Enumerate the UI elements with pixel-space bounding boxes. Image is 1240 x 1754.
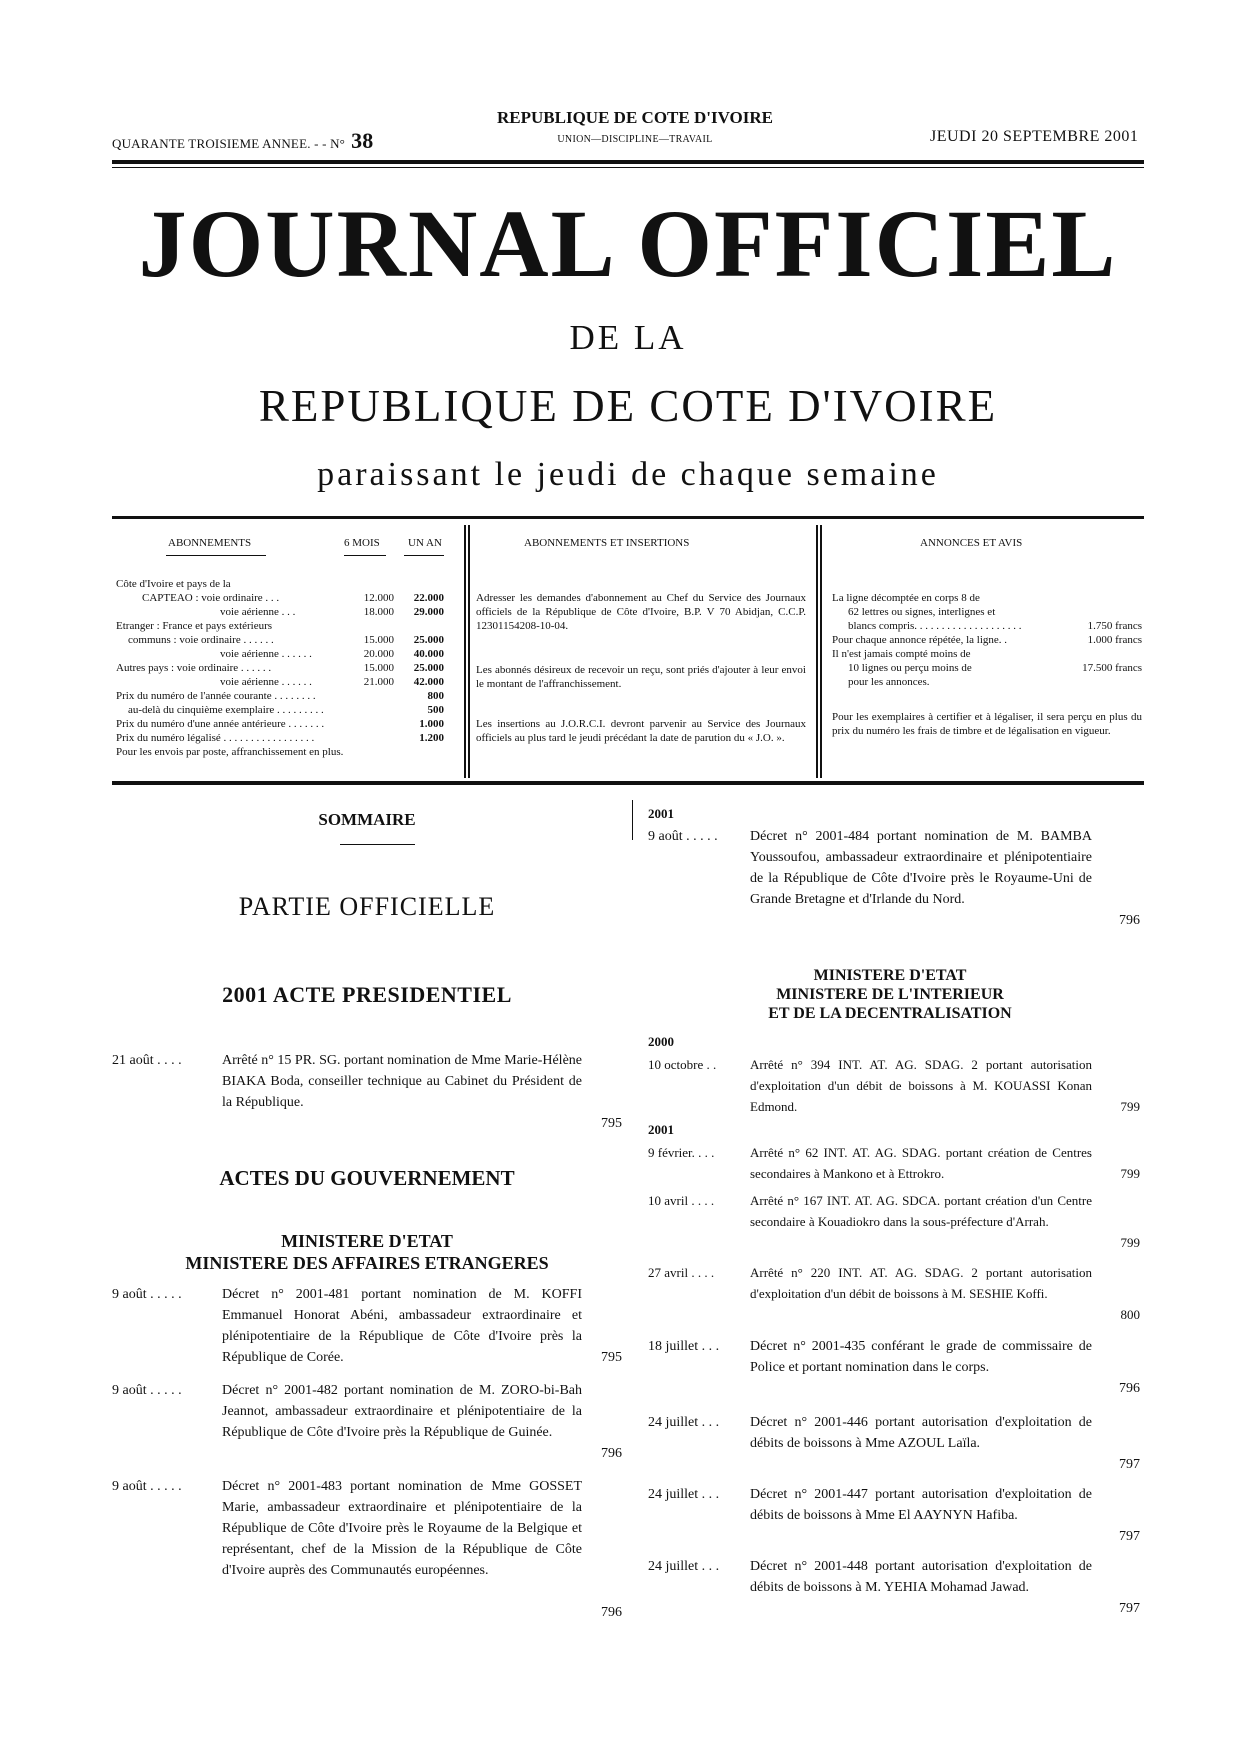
sommaire-rule (340, 844, 415, 845)
entry-text: Arrêté n° 62 INT. AT. AG. SDAG. portant création de Centres secondaires à Mankono et à Ettrokro. (750, 1145, 1092, 1181)
entry-page: 795 (601, 1350, 622, 1365)
entry-page: 796 (601, 1446, 622, 1461)
entry-text: Arrêté n° 167 INT. AT. AG. SDCA. portant création d'un Centre secondaire à Kouadiokro dans la sous-préfecture d'Arrah. (750, 1193, 1092, 1229)
acte-presidentiel-heading: 2001 ACTE PRESIDENTIEL (222, 982, 512, 1007)
annonce-price-2: 1.000 francs (1087, 634, 1142, 646)
entry-page: 796 (601, 1605, 622, 1620)
entry-text: Arrêté n° 394 INT. AT. AG. SDAG. 2 portant autorisation d'exploitation d'un débit de boissons à M. KOUASSI Konan Edmond. (750, 1057, 1092, 1114)
entry-page: 796 (1119, 1381, 1140, 1396)
annonce-line-5: Il n'est jamais compté moins de (832, 648, 971, 660)
year-label: 2001 (648, 806, 674, 821)
entry-date: 24 juillet . . . (648, 1559, 720, 1574)
entry-page: 796 (1119, 913, 1140, 928)
issue-date: JEUDI 20 SEPTEMBRE 2001 (930, 128, 1139, 145)
year-label: 2001 (648, 1122, 674, 1137)
abonnements-underline (166, 555, 266, 556)
header-rule-thin (112, 167, 1144, 168)
annonce-line-2: 62 lettres ou signes, interlignes et (848, 606, 996, 618)
annonce-price-1: 1.750 francs (1087, 620, 1142, 632)
entry-page: 797 (1119, 1601, 1140, 1616)
annonce-price-3: 17.500 francs (1082, 662, 1142, 674)
annonces-heading: ANNONCES ET AVIS (920, 537, 1023, 549)
sub-row-label: Prix du numéro d'une année antérieure . . . . . . . (116, 718, 325, 730)
entry-text: Décret n° 2001-482 portant nomination de M. ZORO-bi-Bah Jeannot, ambassadeur extraordinaire et plénipotentiaire de la République de Côte d'Ivoire près la République de Guinée. (222, 1383, 582, 1440)
year-edition: QUARANTE TROISIEME ANNEE. - - N° (112, 136, 346, 151)
sub-row-label: Prix du numéro légalisé . . . . . . . . . . . . . . . . . (116, 732, 315, 744)
entry-date: 24 juillet . . . (648, 1487, 720, 1502)
sub-row-year: 500 (427, 704, 444, 716)
one-year-heading: UN AN (408, 537, 442, 549)
sub-row-six: 15.000 (363, 662, 394, 674)
ministry-interior (640, 966, 1140, 1023)
sub-row-year: 25.000 (413, 634, 444, 646)
entry-text: Décret n° 2001-446 portant autorisation d'exploitation de débits de boissons à Mme AZOUL Laïla. (750, 1415, 1092, 1451)
annonce-line-3: blancs compris. . . . . . . . . . . . . . . . . . . . (848, 620, 1022, 632)
entry-page: 799 (1120, 1099, 1140, 1114)
annonce-line-1: La ligne décomptée en corps 8 de (832, 592, 980, 604)
insertions-deadline: Les insertions au J.O.R.C.I. devront parvenir au Service des Journaux officiels au plus tard le jeudi précédant la date de parution du « J.O. ». (476, 718, 806, 744)
entry-date: 9 août . . . . . (648, 829, 718, 844)
list-item (648, 1412, 1140, 1478)
sub-row-label: Prix du numéro de l'année courante . . . . . . . . (116, 690, 316, 702)
six-months-underline (344, 555, 386, 556)
sub-row-year: 29.000 (413, 606, 444, 618)
journal-title: JOURNAL OFFICIEL (138, 190, 1118, 297)
title-de-la: DE LA (569, 318, 687, 357)
sub-row-six: 15.000 (363, 634, 394, 646)
sub-row-label: voie aérienne . . . . . . (220, 676, 312, 688)
list-item (648, 1556, 1140, 1622)
year-label: 2000 (648, 1034, 674, 1049)
actes-gouvernement-heading: ACTES DU GOUVERNEMENT (219, 1166, 515, 1190)
sub-row-year: 42.000 (413, 676, 444, 688)
entry-text: Arrêté n° 220 INT. AT. AG. SDAG. 2 portant autorisation d'exploitation d'un débit de boissons à M. SESHIE Koffi. (750, 1265, 1092, 1301)
sub-row-label: Pour les envois par poste, affranchissement en plus. (116, 746, 344, 758)
list-item (648, 826, 1140, 934)
title-periodicity: paraissant le jeudi de chaque semaine (317, 456, 939, 493)
entry-page: 797 (1119, 1529, 1140, 1544)
list-item (648, 1054, 1140, 1120)
sub-row-year: 1.000 (419, 718, 444, 730)
sub-row-label: voie aérienne . . . . . . (220, 648, 312, 660)
sub-row-label: au-delà du cinquième exemplaire . . . . . . . . . (128, 704, 324, 716)
six-months-heading: 6 MOIS (344, 537, 380, 549)
entry-text: Arrêté n° 15 PR. SG. portant nomination de Mme Marie-Hélène BIAKA Boda, conseiller technique au Cabinet du Président de la République. (222, 1053, 582, 1110)
ministry-line: MINISTERE D'ETAT (281, 1231, 453, 1251)
abonnements-heading: ABONNEMENTS (168, 537, 252, 549)
entry-date: 21 août . . . . (112, 1053, 182, 1068)
insertions-heading: ABONNEMENTS ET INSERTIONS (524, 537, 690, 549)
sub-row-label: CAPTEAO : voie ordinaire . . . (142, 592, 280, 604)
box-top-rule (112, 516, 1144, 519)
list-item (648, 1262, 1140, 1328)
sub-row-year: 22.000 (413, 592, 444, 604)
list-item (112, 1380, 622, 1466)
list-item (648, 1484, 1140, 1550)
republic-name: REPUBLIQUE DE COTE D'IVOIRE (497, 108, 773, 127)
issue-number: 38 (351, 128, 374, 153)
sommaire-heading: SOMMAIRE (318, 810, 416, 829)
national-motto: UNION—DISCIPLINE—TRAVAIL (557, 134, 713, 145)
sub-row-label: Etranger : France et pays extérieurs (116, 620, 273, 632)
annonce-line-4: Pour chaque annonce répétée, la ligne. . (832, 634, 1008, 646)
ministry-line: MINISTERE DES AFFAIRES ETRANGERES (185, 1253, 549, 1273)
entry-page: 795 (601, 1116, 622, 1131)
box-divider-2 (816, 525, 818, 778)
one-year-underline (404, 555, 444, 556)
entry-text: Décret n° 2001-447 portant autorisation d'exploitation de débits de boissons à Mme El AAYNYN Hafiba. (750, 1487, 1092, 1523)
annonces-rates (832, 591, 1142, 689)
sub-row-label: Autres pays : voie ordinaire . . . . . . (116, 662, 272, 674)
sub-row-six: 12.000 (363, 592, 394, 604)
entry-date: 9 août . . . . . (112, 1287, 182, 1302)
list-item (112, 1284, 622, 1370)
entry-page: 797 (1119, 1457, 1140, 1472)
entry-date: 18 juillet . . . (648, 1339, 720, 1354)
entry-date: 24 juillet . . . (648, 1415, 720, 1430)
entry-date: 9 février. . . . (648, 1145, 715, 1160)
entry-date: 9 août . . . . . (112, 1383, 182, 1398)
subscription-box (112, 525, 1144, 778)
entry-date: 27 avril . . . . (648, 1265, 715, 1280)
list-item (112, 1050, 622, 1136)
list-item (648, 1336, 1140, 1402)
box-divider-1b (468, 525, 470, 778)
republic-header (470, 108, 800, 145)
sub-row-year: 40.000 (413, 648, 444, 660)
ministry-line: MINISTERE DE L'INTERIEUR (776, 986, 1004, 1003)
sub-row-label: voie aérienne . . . (220, 606, 296, 618)
column-rule (632, 800, 633, 840)
box-divider-2b (820, 525, 822, 778)
list-item (648, 1190, 1140, 1256)
insertions-receipt: Les abonnés désireux de recevoir un reçu, sont priés d'ajouter à leur envoi le montant de l'affranchissement. (476, 664, 806, 690)
sub-row-label: Côte d'Ivoire et pays de la (116, 578, 231, 590)
partie-officielle-heading: PARTIE OFFICIELLE (238, 892, 496, 921)
entry-text: Décret n° 2001-435 conférant le grade de commissaire de Police et portant nomination dans le corps. (750, 1339, 1092, 1375)
sub-row-year: 1.200 (419, 732, 444, 744)
entry-page: 800 (1120, 1307, 1140, 1322)
sub-row-six: 20.000 (363, 648, 394, 660)
entry-page: 799 (1120, 1235, 1140, 1250)
box-bottom-rule (112, 781, 1144, 785)
insertions-address: Adresser les demandes d'abonnement au Chef du Service des Journaux officiels de la République de Côte d'Ivoire, B.P. V 70 Abidjan, C.C.P. 12301154208-10-04. (476, 592, 806, 632)
edition-info (112, 128, 373, 154)
entry-text: Décret n° 2001-483 portant nomination de Mme GOSSET Marie, ambassadeur extraordinaire et plénipotentiaire de la République de Côte d'Ivoire près le Royaume de la Belgique et représentant, chef de la Mission de la République de Côte d'Ivoire auprès des Communautés européennes. (222, 1479, 582, 1578)
sub-row-six: 18.000 (363, 606, 394, 618)
annonce-line-7: pour les annonces. (848, 676, 930, 688)
sub-row-year: 800 (427, 690, 444, 702)
entry-text: Décret n° 2001-484 portant nomination de M. BAMBA Youssoufou, ambassadeur extraordinaire et plénipotentiaire de la République de Côte d'Ivoire près le Royaume-Uni de Grande Bretagne et d'Irlande du Nord. (750, 829, 1092, 907)
list-item (112, 1476, 622, 1626)
annonces-legalisation: Pour les exemplaires à certifier et à légaliser, il sera perçu en plus du prix du numéro les frais de timbre et de légalisation en vigueur. (832, 711, 1142, 737)
ministry-foreign-affairs (112, 1230, 622, 1274)
list-item (648, 1142, 1140, 1186)
annonce-line-6: 10 lignes ou perçu moins de (848, 662, 972, 674)
sub-row-label: communs : voie ordinaire . . . . . . (128, 634, 274, 646)
entry-text: Décret n° 2001-481 portant nomination de M. KOFFI Emmanuel Honorat Abéni, ambassadeur extraordinaire et plénipotentiaire de la République de Côte d'Ivoire près la République de Corée. (222, 1287, 582, 1365)
sub-row-six: 21.000 (363, 676, 394, 688)
entry-page: 799 (1120, 1166, 1140, 1181)
sub-row-year: 25.000 (413, 662, 444, 674)
ministry-line: ET DE LA DECENTRALISATION (768, 1005, 1012, 1022)
header-rule-thick (112, 160, 1144, 164)
box-divider-1 (464, 525, 466, 778)
title-republic: REPUBLIQUE DE COTE D'IVOIRE (258, 381, 998, 431)
entry-text: Décret n° 2001-448 portant autorisation d'exploitation de débits de boissons à M. YEHIA Mohamad Jawad. (750, 1559, 1092, 1595)
entry-date: 10 avril . . . . (648, 1193, 715, 1208)
entry-date: 10 octobre . . (648, 1057, 717, 1072)
ministry-line: MINISTERE D'ETAT (813, 967, 967, 984)
entry-date: 9 août . . . . . (112, 1479, 182, 1494)
